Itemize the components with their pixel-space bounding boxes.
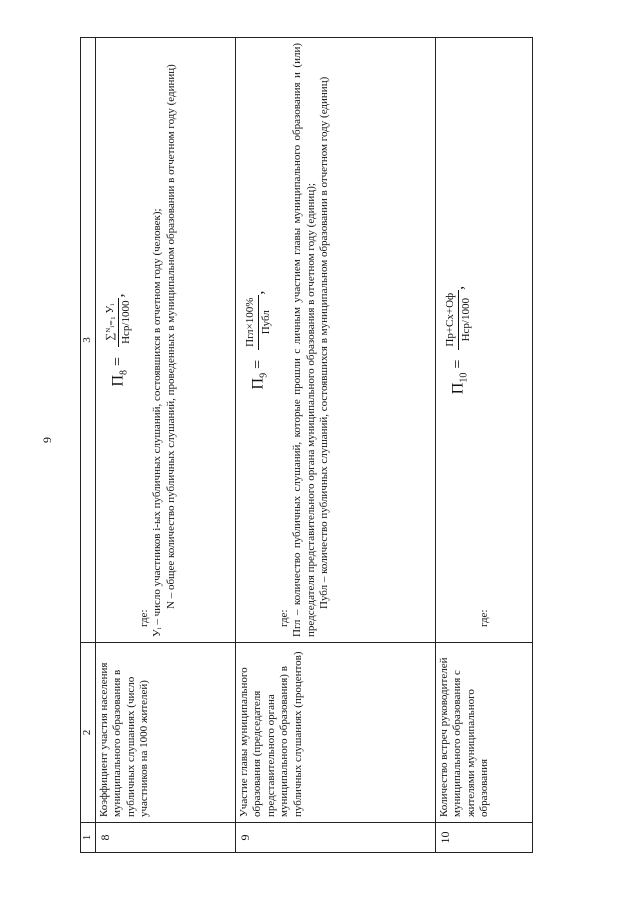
page-number: 9: [40, 437, 54, 443]
table-row: [96, 38, 236, 853]
formula-fraction: [444, 290, 474, 350]
formula-denominator: Нср/1000: [120, 300, 133, 344]
indicator-table-frame: [80, 38, 522, 853]
formula-subscript: 9: [258, 372, 270, 378]
formula: [444, 43, 474, 637]
indicator-table: [80, 37, 533, 853]
formula-equals: =: [449, 359, 467, 369]
header-col-1: 1: [81, 823, 96, 853]
formula: [244, 43, 274, 637]
formula-equals: =: [249, 359, 267, 369]
where-label: где:: [477, 609, 490, 627]
variable-description: Пгл – количество публичных слушаний, которые прошли с личным участием главы муниципального образования и (или) председателя представительного органа муниципального образования в отчетном году (единиц);: [291, 43, 317, 637]
formula-subscript: 10: [458, 372, 470, 383]
variable-description: Уᵢ – число участников i-ых публичных слушаний, состоявшихся в отчетном году (человек);: [151, 208, 164, 637]
formula-lhs: П: [449, 382, 467, 395]
formula-comma: ,: [249, 290, 267, 295]
formula-comma: ,: [109, 293, 127, 298]
calculation-cell: [96, 38, 236, 643]
where-label: где:: [277, 609, 290, 627]
row-number: 9: [236, 823, 436, 853]
row-number: 10: [436, 823, 533, 853]
formula-numerator: Пгл×100%: [244, 295, 259, 350]
formula-denominator: Нср/1000: [460, 298, 473, 342]
calculation-cell: [436, 38, 533, 643]
variable-description: Публ – количество публичных слушаний, состоявшихся в муниципальном образовании в отчетном году (единиц): [318, 76, 331, 609]
table-row: [236, 38, 436, 853]
formula-denominator: Публ: [260, 310, 273, 335]
formula-subscript: 8: [118, 369, 130, 375]
formula-fraction: [104, 298, 134, 347]
indicator-name: Коэффициент участия населения муниципального образования в публичных слушаниях (число участников на 1000 жителей): [96, 643, 236, 823]
header-col-2: 2: [81, 643, 96, 823]
calculation-cell: [236, 38, 436, 643]
formula: [104, 43, 134, 637]
variable-description: N – общее количество публичных слушаний, проведенных в муниципальном образовании в отчетном году (единиц): [164, 64, 177, 609]
formula-equals: =: [109, 356, 127, 366]
formula-fraction: [244, 295, 274, 350]
where-label: где:: [137, 609, 150, 627]
table-header-row: [81, 38, 96, 853]
formula-numerator: ∑ᴺᵢ₌₁ Уᵢ: [104, 298, 119, 347]
formula-comma: ,: [449, 285, 467, 290]
formula-lhs: П: [249, 377, 267, 390]
header-col-3: 3: [81, 38, 96, 643]
indicator-name: Количество встреч руководителей муниципального образования с жителями муниципального образования: [436, 643, 533, 823]
formula-numerator: Пр+Сх+Оф: [444, 290, 459, 350]
formula-lhs: П: [109, 374, 127, 387]
indicator-name: Участие главы муниципального образования (председателя представительного органа муниципального образования) в публичных слушаниях (процентов): [236, 643, 436, 823]
row-number: 8: [96, 823, 236, 853]
table-row: [436, 38, 533, 853]
